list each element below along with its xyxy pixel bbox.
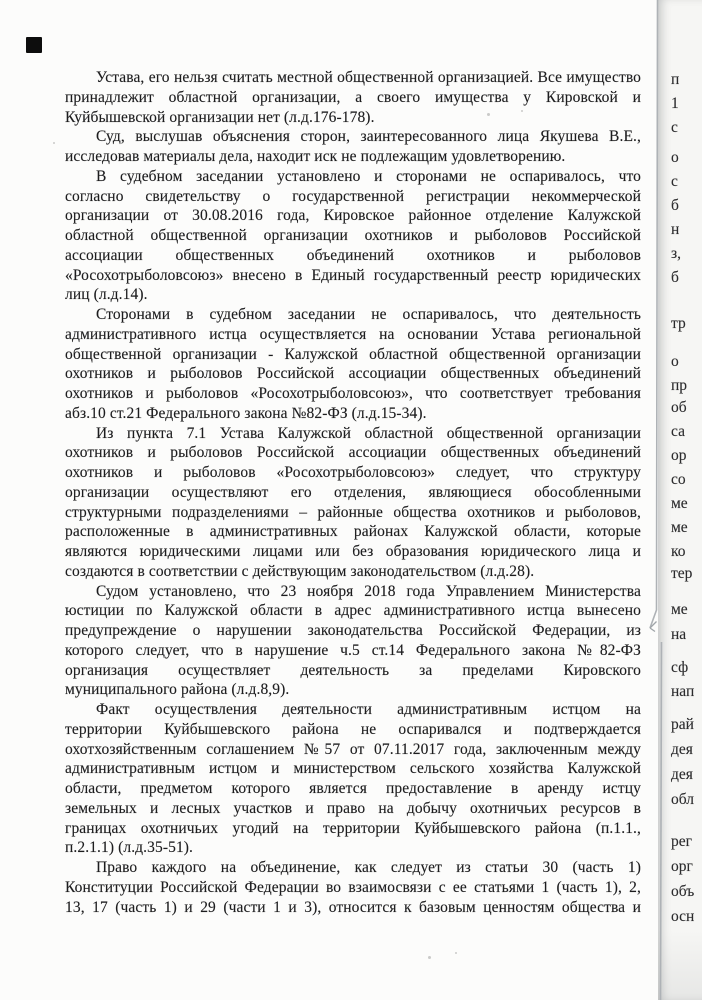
text-line: области, предметом которого является предоставление в аренду истцу xyxy=(65,780,641,797)
scan-corner-square-mark xyxy=(26,37,42,53)
text-line: Куйбышевской организации нет (л.д.176-178). xyxy=(65,108,375,126)
next-page-text-fragment: о xyxy=(671,149,679,166)
text-line: земельных и лесных участков и право на добычу охотничьих ресурсов в xyxy=(65,799,641,817)
next-page-text-fragment: ме xyxy=(671,495,688,512)
text-line: структурными подразделениями – районные общества охотников и рыболовов, xyxy=(65,503,641,521)
next-page-text-fragment: рай xyxy=(671,716,694,733)
text-block xyxy=(65,68,641,917)
next-page-text-fragment: со xyxy=(671,471,686,488)
next-page-text-fragment: ме xyxy=(671,601,688,618)
text-line: которого следует, что в нарушение ч.5 ст.14 Федерального закона №82-ФЗ xyxy=(65,641,641,659)
text-line: предупреждение о нарушении законодательства Российской Федерации, из xyxy=(65,622,641,639)
next-page-text-fragment: с xyxy=(671,119,678,136)
text-line: административного истца осуществляется на основании Устава региональной xyxy=(65,325,641,343)
text-line: Сторонами в судебном заседании не оспаривалось, что деятельность xyxy=(96,306,641,323)
text-line: охотников и рыболовов «Росохотрыболовсоюз», что соответствует требования xyxy=(65,385,641,402)
text-line: охотхозяйственным соглашением №57 от 07.11.2017 года, заключенным между xyxy=(65,740,641,758)
next-page-text-fragment: п xyxy=(671,71,680,88)
text-line: исследовав материалы дела, находит иск не подлежащим удовлетворению. xyxy=(65,148,566,165)
text-line: Устава, его нельзя считать местной общественной организацией. Все имущество xyxy=(96,69,641,86)
text-line: абз.10 ст.21 Федерального закона №82-ФЗ (л.д.15-34). xyxy=(65,404,427,422)
scan-speck xyxy=(53,142,55,144)
next-page-text-fragment: с xyxy=(671,173,678,190)
text-line: муниципального района (л.д.8,9). xyxy=(65,681,290,699)
text-line: являются юридическими лицами или без образования юридического лица и xyxy=(65,543,641,560)
text-line: охотников и рыболовов Российской ассоциации общественных объединений xyxy=(65,365,641,383)
text-line: п.2.1.1) (л.д.35-51). xyxy=(65,839,194,857)
next-page-text-fragment: з, xyxy=(671,245,681,262)
text-line: границах охотничьих угодий на территории Куйбышевского района (п.1.1., xyxy=(65,819,641,837)
next-page-text-fragment: нап xyxy=(671,683,695,700)
text-line: 13, 17 (часть 1) и 29 (части 1 и 3), относится к базовым ценностям общества и xyxy=(65,898,641,916)
next-page-text-fragment: тр xyxy=(671,315,686,332)
next-page-text-fragment: тер xyxy=(671,565,693,582)
text-line: охотников и рыболовов Российской ассоциации общественных объединений xyxy=(65,444,641,462)
text-line: Факт осуществления деятельности административным истцом на xyxy=(96,701,641,718)
next-page-text-fragment: дея xyxy=(671,741,693,758)
next-page-text-fragment: на xyxy=(671,626,687,643)
next-page-text-fragment: обл xyxy=(671,791,694,808)
text-line: Суд, выслушав объяснения сторон, заинтересованного лица Якушева В.Е., xyxy=(96,128,641,146)
next-page-text-fragment: ме xyxy=(671,519,688,536)
text-line: Право каждого на объединение, как следует из статьи 30 (часть 1) xyxy=(96,859,641,876)
next-page-text-fragment: са xyxy=(671,423,685,440)
text-line: организация осуществляет деятельность за пределами Кировского xyxy=(65,661,641,679)
scan-speck xyxy=(487,113,490,116)
text-line: Из пункта 7.1 Устава Калужской областной общественной организации xyxy=(96,424,641,442)
text-line: областной общественной организации охотников и рыболовов Российской xyxy=(65,227,641,244)
text-line: создаются в соответствии с действующим законодательством (л.д.28). xyxy=(65,562,535,580)
text-line: организации от 30.08.2016 года, Кировское районное отделение Калужской xyxy=(65,207,641,225)
next-page-text-fragment: сф xyxy=(671,659,689,676)
text-line: общественной организации - Калужской областной общественной организации xyxy=(65,345,641,363)
next-page-text-fragment: дея xyxy=(671,766,693,783)
next-page-text-fragment: рег xyxy=(671,833,692,850)
text-line: лиц (л.д.14). xyxy=(65,286,148,304)
text-line: Судом установлено, что 23 ноября 2018 года Управлением Министерства xyxy=(96,582,641,600)
next-page-text-fragment: ор xyxy=(671,447,687,464)
text-line: ассоциации общественных объединений охотников и рыболовов xyxy=(65,246,641,264)
text-line: расположенные в административных районах Калужской области, которые xyxy=(65,523,641,541)
text-line: организации осуществляют его отделения, являющиеся обособленными xyxy=(65,483,641,501)
next-page-text-fragment: б xyxy=(671,269,679,286)
next-page-text-fragment: ко xyxy=(671,543,686,560)
text-line: юстиции по Калужской области в адрес административного истца вынесено xyxy=(65,602,641,620)
next-page-text-fragment: об xyxy=(671,399,687,416)
text-line: принадлежит областной организации, а своего имущества у Кировской и xyxy=(65,88,641,106)
next-page-text-fragment: н xyxy=(671,221,680,238)
scan-speck xyxy=(455,952,457,954)
page-edge-line xyxy=(640,0,670,1000)
text-line: территории Куйбышевского района не оспаривался и подтверждается xyxy=(65,720,641,738)
text-line: Конституции Российской Федерации во взаимосвязи с ее статьями 1 (часть 1), 2, xyxy=(65,878,641,896)
next-page-text-fragment: 1 xyxy=(671,95,679,112)
next-page-text-fragment: осн xyxy=(671,908,695,925)
text-line: «Росохотрыболовсоюз» внесено в Единый государственный реестр юридических xyxy=(65,266,641,284)
scan-speck xyxy=(428,956,431,959)
text-line: В судебном заседании установлено и сторонами не оспаривалось, что xyxy=(96,167,641,185)
scan-speck xyxy=(521,110,523,112)
next-page-text-fragment: орг xyxy=(671,858,693,875)
next-page-text-fragment: б xyxy=(671,197,679,214)
text-line: охотников и рыболовов «Росохотрыболовсоюз» следует, что структуру xyxy=(65,464,641,481)
next-page-text-fragment: пр xyxy=(671,377,688,394)
scan-speck xyxy=(368,588,370,590)
next-page-text-fragment: объ xyxy=(671,883,695,900)
next-page-text-fragment: о xyxy=(671,353,679,370)
text-line: административным истцом и министерством сельского хозяйства Калужской xyxy=(65,760,641,778)
text-line: согласно свидетельству о государственной регистрации некоммерческой xyxy=(65,187,641,205)
